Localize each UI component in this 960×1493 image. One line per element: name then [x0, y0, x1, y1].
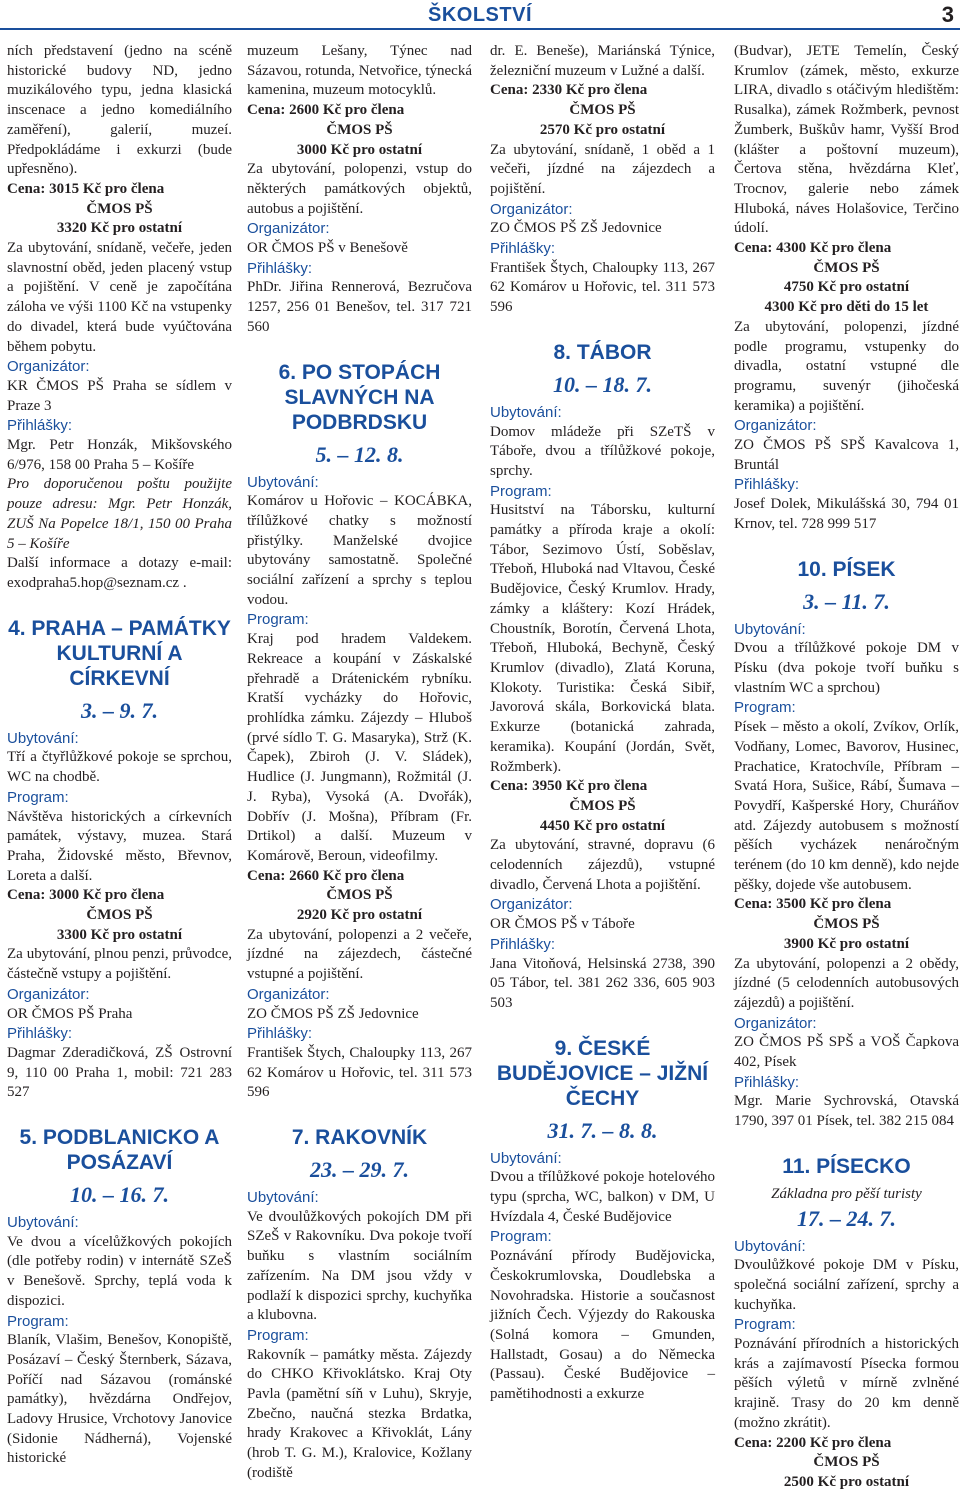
paragraph: Mgr. Marie Sychrovská, Otavská 1790, 397 01 Písek, tel. 382 215 084 — [734, 1093, 959, 1130]
paragraph: Tří a čtyřlůžkové pokoje se sprchou, WC na chodbě. — [7, 749, 232, 786]
price-line: Cena: 2660 Kč pro člena — [247, 867, 405, 884]
paragraph: Poznávání přírodních a historických krás a zajímavostí Písecka formou pěších výletů v mírně zvlněné krajině. Trasy do 20 km denně (možno zkrátit). — [734, 1336, 959, 1431]
field-label: Program: — [7, 788, 69, 806]
field-label: Program: — [734, 699, 796, 717]
paragraph: Ve dvoulůžkových pokojích DM při SZeŠ v Rakovníku. Dva pokoje tvoří buňku s vlastním sociálním zařízením. Na DM jsou vždy v podlaží k dispozici sprchy, kuchyňka a klubovna. — [247, 1208, 472, 1324]
field-label: Organizátor: — [247, 985, 330, 1003]
price-line: 3300 Kč pro ostatní — [56, 926, 183, 943]
paragraph: Za ubytování, snídaně, 1 oběd a 1 večeři, jízdné na zájezdech a pojištění. — [490, 141, 715, 197]
paragraph: ZO ČMOS PŠ ZŠ Jedovnice — [490, 220, 662, 237]
field-label: Ubytování: — [734, 620, 806, 638]
paragraph: muzeum Lešany, Týnec nad Sázavou, rotunda, Netvořice, týnecká kamenina, muzeum motocyklů. — [247, 43, 472, 99]
field-label: Program: — [490, 1228, 552, 1246]
field-label: Organizátor: — [734, 1014, 817, 1032]
price-line: 4750 Kč pro ostatní — [783, 279, 910, 296]
price-line: ČMOS PŠ — [813, 259, 880, 276]
field-label: Organizátor: — [7, 985, 90, 1003]
field-label: Program: — [490, 482, 552, 500]
paragraph: Domov mládeže při SZeTŠ v Táboře, dvou a třílůžkové pokoje, sprchy. — [490, 423, 715, 479]
price-line: Cena: 4300 Kč pro člena — [734, 240, 892, 257]
price-line: Cena: 3500 Kč pro člena — [734, 896, 892, 913]
paragraph: Za ubytování, plnou penzi, průvodce, částečně vstupy a pojištění. — [7, 946, 232, 983]
field-label: Ubytování: — [7, 1214, 79, 1232]
paragraph: (Budvar), JETE Temelín, Český Krumlov (zámek, město, exkurze LIRA, divadlo s otáčivým hledištěm: Rusalka), zámek Rožmberk, pevnost Žumberk, Buškův hamr, Vyšší Brod (klášter a poštovní muzeum), Čertova stěna, hvězdárna Kleť, Trocnov, galerie nebo zámek Hluboká, náves Holašovice, Terčino údolí. — [734, 43, 959, 237]
price-line: ČMOS PŠ — [569, 797, 636, 814]
paragraph: František Štych, Chaloupky 113, 267 62 Komárov u Hořovic, tel. 311 573 596 — [247, 1044, 472, 1101]
date-range: 3. – 9. 7. — [81, 697, 158, 723]
field-label: Ubytování: — [247, 473, 319, 491]
paragraph: Dvou a třílůžkové pokoje DM v Písku (dva pokoje tvoří buňku s vlastním WC a sprchou) — [734, 640, 959, 696]
paragraph: ZO ČMOS PŠ SPŠ Kavalcova 1, Bruntál — [734, 437, 959, 473]
field-label: Program: — [7, 1312, 69, 1330]
price-line: ČMOS PŠ — [569, 102, 636, 119]
page-header — [0, 0, 960, 30]
field-label: Program: — [247, 1326, 309, 1344]
date-range: 10. – 18. 7. — [553, 371, 652, 397]
price-line: ČMOS PŠ — [326, 121, 393, 138]
date-range: 17. – 24. 7. — [797, 1205, 896, 1231]
paragraph: Komárov u Hořovic – KOCÁBKA, třílůžkové chatky s možností přistýlky. Manželské dvojice ubytovány samostatně. Společné sociální zařízení a sprchy s teplou vodou. — [247, 493, 472, 608]
paragraph: Za ubytování, snídaně, večeře, jeden slavnostní oběd, jeden placený vstup a pojištění. V ceně je započítána záloha ve výši 1100 Kč na vstupenky do divadel, která bude vyúčtována během pobytu. — [7, 240, 232, 355]
field-label: Organizátor: — [490, 896, 573, 914]
paragraph: Dvou a třílůžkové pokoje hotelového typu (sprcha, WC, balkon) v DM, U Hvízdala 4, České Budějovice — [490, 1169, 715, 1225]
price-line: Cena: 2200 Kč pro člena — [734, 1434, 892, 1451]
price-line: 3900 Kč pro ostatní — [783, 935, 910, 952]
field-label: Přihlášky: — [734, 476, 800, 494]
price-line: 4450 Kč pro ostatní — [539, 817, 666, 834]
paragraph: Poznávání přírody Budějovicka, Českokrumlovska, Doudlebska a Novohradska. Historie a současnost jižních Čech. Výjezdy do Rakouska (Solná komora – Gmunden, Hallstadt, Gosau) a do Německa (Passau). České Budějovice – pamětihodnosti a exkurze — [490, 1248, 715, 1403]
section-heading: 9. ČESKÉ BUDĚJOVICE – JIŽNÍ ČECHY — [496, 1036, 709, 1110]
section-heading: 8. TÁBOR — [553, 340, 652, 364]
field-label: Přihlášky: — [7, 1025, 73, 1043]
field-label: Přihlášky: — [247, 259, 313, 277]
price-line: 2920 Kč pro ostatní — [296, 907, 423, 924]
paragraph: Rakovník – památky města. Zájezdy do CHKO Křivoklátsko. Kraj Oty Pavla (pamětní síň v Luhu), Skryje, Zbečno, naučná stezka Brdatka, hrady Krakovec a Křivoklát, Lány (hrob T. G. M.), Kralovice, Kožlany (rodiště — [247, 1346, 472, 1481]
field-label: Přihlášky: — [7, 417, 73, 435]
price-line: ČMOS PŠ — [813, 1454, 880, 1471]
paragraph: Návštěva historických a církevních památek, výstavy, muzea. Stará Praha, Židovské město, Břevnov, Loreta a další. — [7, 808, 232, 884]
text-column-4 — [734, 42, 959, 1490]
field-label: Organizátor: — [490, 200, 573, 218]
field-label: Program: — [247, 611, 309, 629]
date-range: 3. – 11. 7. — [803, 588, 890, 614]
paragraph: OR ČMOS PŠ v Táboře — [490, 916, 635, 933]
paragraph: Za ubytování, polopenzi a 2 obědy, jízdné (5 celodenních autobusových zájezdů) a pojištění. — [734, 955, 959, 1011]
page-number: 3 — [941, 2, 954, 27]
field-label: Přihlášky: — [734, 1073, 800, 1091]
date-range: 5. – 12. 8. — [315, 441, 404, 467]
paragraph: dr. E. Beneše), Mariánská Týnice, železniční muzeum v Lužné a další. — [490, 43, 715, 79]
date-range: 10. – 16. 7. — [70, 1182, 169, 1208]
price-line: 2570 Kč pro ostatní — [539, 121, 666, 138]
paragraph: KR ČMOS PŠ Praha se sídlem v Praze 3 — [7, 377, 232, 414]
paragraph: OR ČMOS PŠ Praha — [7, 1005, 133, 1022]
paragraph: Ve dvou a vícelůžkových pokojích (dle potřeby rodin) v internátě SZeŠ v Benešově. Sprchy, teplá voda k dispozici. — [7, 1233, 232, 1309]
paragraph: OR ČMOS PŠ v Benešově — [247, 240, 408, 257]
price-line: 4300 Kč pro děti do 15 let — [764, 299, 929, 316]
price-line: ČMOS PŠ — [86, 200, 153, 217]
paragraph: Za ubytování, polopenzi, jízdné podle programu, vstupenky do divadla, ostatní vstupné dle programu, suvenýr (jihočeská keramika) a pojištění. — [734, 318, 959, 414]
field-label: Program: — [734, 1316, 796, 1334]
paragraph: Dagmar Zderadičková, ZŠ Ostrovní 9, 110 00 Praha 1, mobil: 721 283 527 — [7, 1044, 232, 1101]
paragraph: Za ubytování, polopenzi, vstup do některých památkových objektů, autobus a pojištění. — [247, 161, 472, 217]
date-range: 23. – 29. 7. — [310, 1157, 409, 1183]
field-label: Přihlášky: — [490, 240, 556, 258]
section-heading: 6. PO STOPÁCH SLAVNÝCH NA PODBRDSKU — [278, 360, 441, 434]
price-line: Cena: 2330 Kč pro člena — [490, 82, 648, 99]
text-column-3 — [490, 42, 715, 1405]
paragraph: Josef Dolek, Mikulášská 30, 794 01 Krnov, tel. 728 999 517 — [734, 496, 959, 532]
paragraph: Kraj pod hradem Valdekem. Rekreace a koupání v Záskalské přehradě a Drátenickém rybníku. Kratší vycházky do Hořovic, prohlídka zámku. Zájezdy – Hluboš (prvé sídlo T. G. Masaryka), Strž (K. Čapek), Zbiroh (J. V. Sládek), Hudlice (J. Jungmann), Rožmitál (J. J. Ryba), Vysoká (A. Dvořák), Dobřív (J. Mošna), Příbram (Fr. Drtikol) a další. Muzeum v Komárově, Beroun, videofilmy. — [247, 631, 472, 864]
field-label: Ubytování: — [7, 729, 79, 747]
field-label: Organizátor: — [734, 417, 817, 435]
price-line: Cena: 3015 Kč pro člena — [7, 180, 165, 197]
price-line: Cena: 3000 Kč pro člena — [7, 887, 165, 904]
field-label: Přihlášky: — [247, 1025, 313, 1043]
paragraph: PhDr. Jiřina Rennerová, Bezručova 1257, 256 01 Benešov, tel. 317 721 560 — [247, 279, 472, 335]
paragraph: Za ubytování, polopenzi a 2 večeře, jízdné na zájezdech, částečné vstupné a pojištění. — [247, 926, 472, 983]
paragraph: František Štych, Chaloupky 113, 267 62 Komárov u Hořovic, tel. 311 573 596 — [490, 259, 715, 316]
section-heading: 5. PODBLANICKO A POSÁZAVÍ — [19, 1126, 220, 1175]
price-line: 2500 Kč pro ostatní — [783, 1474, 910, 1490]
paragraph: Další informace a dotazy e-mail: exodpraha5.hop@seznam.cz . — [7, 555, 232, 591]
paragraph: Dvoulůžkové pokoje DM v Písku, společná sociální zařízení, sprchy a kuchyňka. — [734, 1257, 959, 1313]
section-heading: 11. PÍSECKO — [782, 1154, 911, 1178]
field-label: Organizátor: — [7, 358, 90, 376]
paragraph: Jana Vitoňová, Helsinská 2738, 390 05 Tábor, tel. 381 262 336, 605 903 503 — [490, 955, 715, 1011]
header-rule — [0, 28, 960, 30]
field-label: Ubytování: — [734, 1237, 806, 1255]
paragraph: Husitství na Táborsku, kulturní památky a příroda kraje a okolí: Tábor, Sezimovo Ústí, Soběslav, Třeboň, Hluboká nad Vltavou, České Budějovice, Český Krumlov. Hrady, zámky a kláštery: Kozí Hrádek, Choustník, Borotín, Červená Lhota, Třeboň, Hluboká, Bechyně, Český Krumlov (divadlo), Zlatá Koruna, Klokoty. Turistika: Česká Sibiř, Javorová skála, Borkovická blata. Exkurze (botanická zahrada, keramika). Koupání (Jordán, Svět, Rožmberk). — [490, 502, 715, 775]
text-column-2 — [247, 42, 472, 1481]
price-line: ČMOS PŠ — [86, 907, 153, 924]
paragraph: Blaník, Vlašim, Benešov, Konopiště, Posázaví – Český Šternberk, Sázava, Poříčí nad Sázavou (románské památky), hvězdárna Ondřejov, Ladovy Hrusice, Vrchotovy Janovice (Sidonie Nádherná), Vojenské historické — [7, 1332, 232, 1467]
field-label: Organizátor: — [247, 220, 330, 238]
price-line: ČMOS PŠ — [326, 887, 393, 904]
section-heading: 4. PRAHA – PAMÁTKY KULTURNÍ A CÍRKEVNÍ — [8, 616, 231, 690]
section-subtitle: Základna pro pěší turisty — [771, 1185, 922, 1202]
note-paragraph: Pro doporučenou poštu použijte pouze adresu: Mgr. Petr Honzák, ZUŠ Na Popelce 18/1, 150 00 Praha 5 – Košíře — [7, 476, 232, 552]
field-label: Ubytování: — [490, 403, 562, 421]
paragraph: ZO ČMOS PŠ SPŠ a VOŠ Čapkova 402, Písek — [734, 1034, 959, 1071]
field-label: Ubytování: — [490, 1149, 562, 1167]
paragraph: ZO ČMOS PŠ ZŠ Jedovnice — [247, 1005, 419, 1022]
paragraph: Mgr. Petr Honzák, Mikšovského 6/976, 158 00 Praha 5 – Košíře — [7, 437, 232, 473]
paragraph: ních představení (jedno na scéně historické budovy ND, jedno muzikálového typu, jedna klasická inscenace a jedno komediálního zaměření), galerií, muzeí. Předpokládáme i exkurzi (bude upřesněno). — [7, 43, 232, 178]
section-title: ŠKOLSTVÍ — [427, 4, 532, 26]
field-label: Přihlášky: — [490, 935, 556, 953]
price-line: ČMOS PŠ — [813, 916, 880, 933]
date-range: 31. 7. – 8. 8. — [547, 1117, 658, 1143]
paragraph: Za ubytování, stravné, dopravu (6 celodenních zájezdů), vstupné divadlo, Červená Lhota a pojištění. — [490, 837, 715, 893]
price-line: Cena: 2600 Kč pro člena — [247, 102, 405, 119]
price-line: 3000 Kč pro ostatní — [296, 141, 423, 158]
field-label: Ubytování: — [247, 1189, 319, 1207]
section-heading: 7. RAKOVNÍK — [291, 1126, 428, 1150]
paragraph: Písek – město a okolí, Zvíkov, Orlík, Vodňany, Lomec, Bavorov, Husinec, Prachatice, Kratochvíle, Příbram – Svatá Hora, Sušice, Rábí, Šumava – Povydří, Kašperské Hory, Churáňov atd. Zájezdy autobusem s možností pěších vycházek nenáročným terénem (do 10 km denně), kdo nejde pěšky, dojede vše autobusem. — [734, 719, 959, 893]
price-line: 3320 Kč pro ostatní — [56, 220, 183, 237]
section-heading: 10. PÍSEK — [797, 557, 896, 581]
price-line: Cena: 3950 Kč pro člena — [490, 778, 648, 795]
text-column-1 — [7, 42, 232, 1467]
